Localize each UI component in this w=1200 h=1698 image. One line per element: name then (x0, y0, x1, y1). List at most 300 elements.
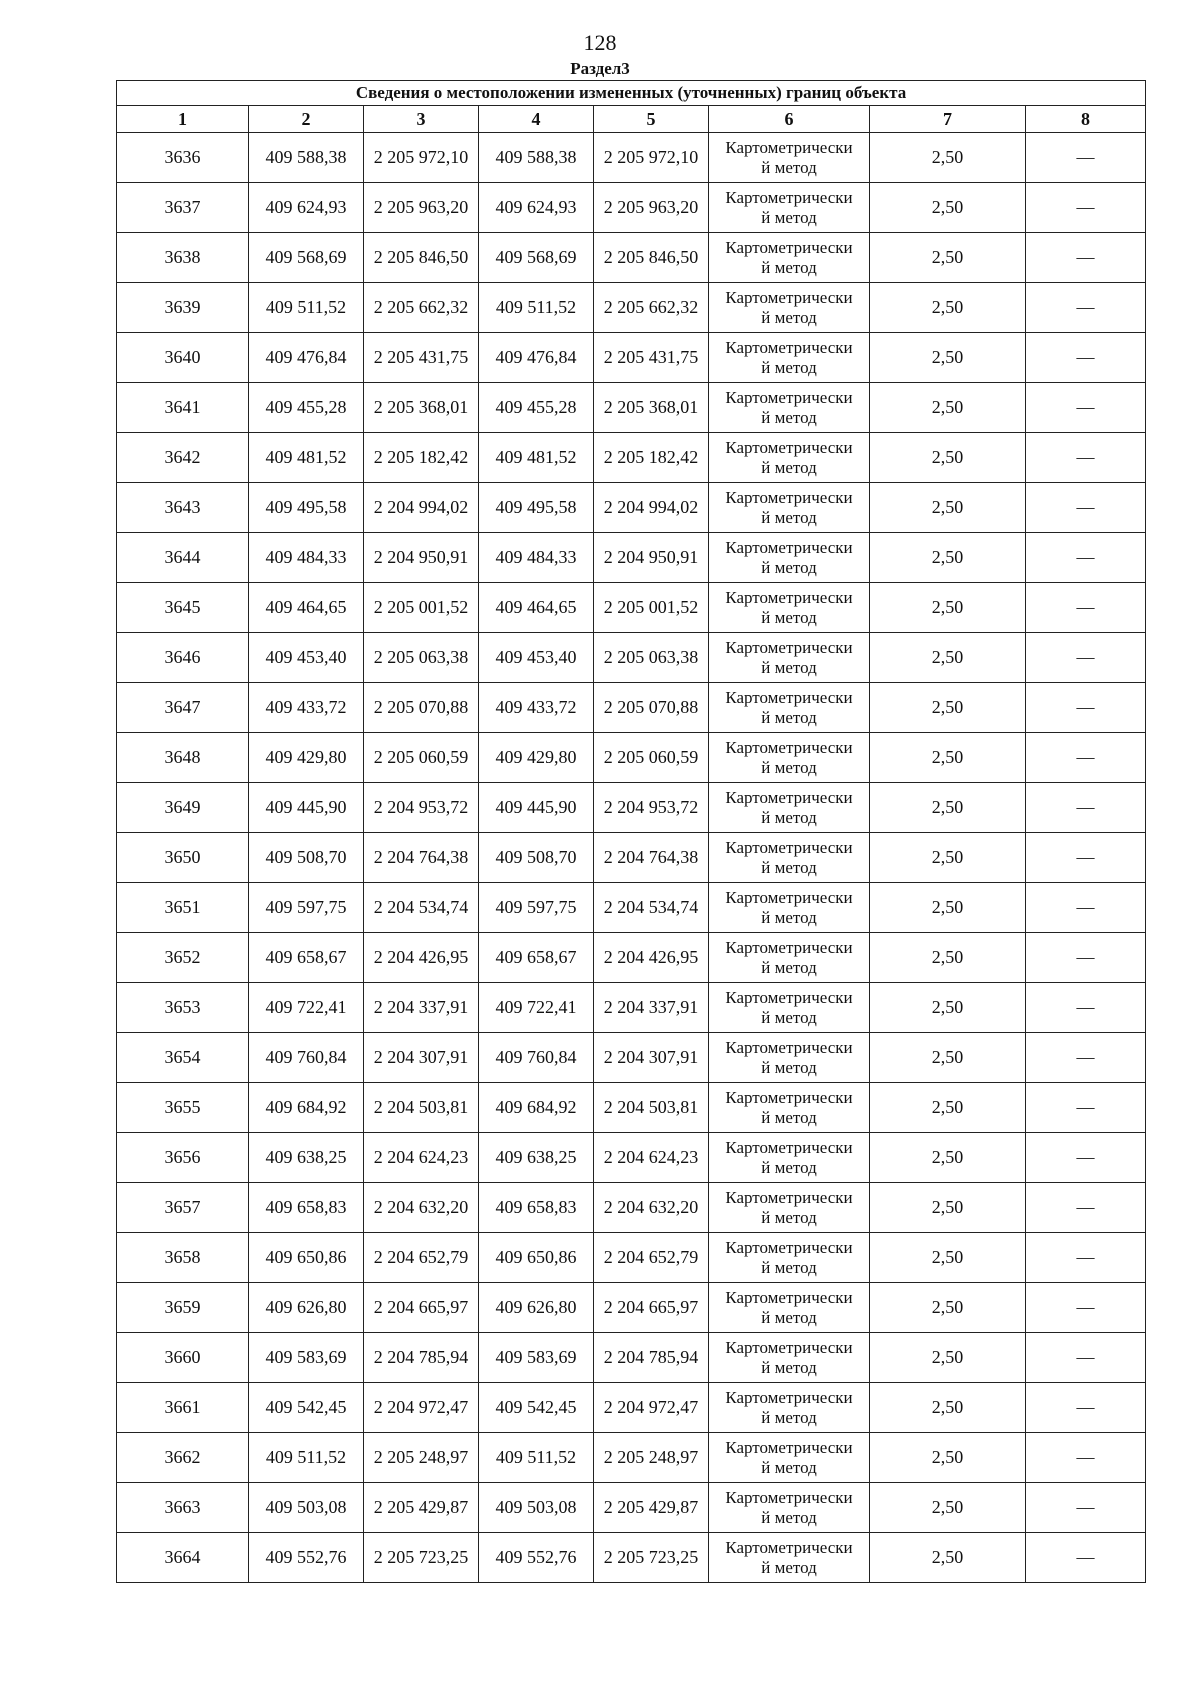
cell-x-updated: 409 650,86 (479, 1233, 594, 1283)
cell-note: — (1026, 1383, 1146, 1433)
cell-y-existing: 2 205 972,10 (364, 133, 479, 183)
cell-note: — (1026, 633, 1146, 683)
cell-note: — (1026, 1333, 1146, 1383)
cell-accuracy: 2,50 (870, 1233, 1026, 1283)
table-row (117, 1233, 1146, 1283)
cell-x-updated: 409 503,08 (479, 1483, 594, 1533)
method-text-line: й метод (761, 1357, 817, 1377)
cell-y-existing: 2 204 426,95 (364, 933, 479, 983)
cell-y-existing: 2 204 337,91 (364, 983, 479, 1033)
cell-y-existing: 2 204 972,47 (364, 1383, 479, 1433)
cell-point-number: 3657 (117, 1183, 249, 1233)
method-text-line: й метод (761, 407, 817, 427)
cell-point-number: 3653 (117, 983, 249, 1033)
cell-accuracy: 2,50 (870, 883, 1026, 933)
cell-method (709, 233, 870, 283)
cell-accuracy: 2,50 (870, 1483, 1026, 1533)
method-text-line: Картометрически (725, 1337, 853, 1357)
cell-y-updated: 2 204 503,81 (594, 1083, 709, 1133)
method-text-line: й метод (761, 1207, 817, 1227)
cell-point-number: 3641 (117, 383, 249, 433)
cell-y-existing: 2 204 307,91 (364, 1033, 479, 1083)
method-text-line: й метод (761, 907, 817, 927)
cell-method (709, 1083, 870, 1133)
section-title: Раздел3 (570, 59, 630, 78)
cell-accuracy: 2,50 (870, 483, 1026, 533)
cell-y-existing: 2 204 953,72 (364, 783, 479, 833)
cell-note: — (1026, 1483, 1146, 1533)
cell-y-existing: 2 204 534,74 (364, 883, 479, 933)
table-row (117, 433, 1146, 483)
cell-point-number: 3636 (117, 133, 249, 183)
cell-y-existing: 2 205 182,42 (364, 433, 479, 483)
cell-x-updated: 409 429,80 (479, 733, 594, 783)
cell-note: — (1026, 1533, 1146, 1583)
cell-x-existing: 409 511,52 (249, 1433, 364, 1483)
cell-y-existing: 2 204 503,81 (364, 1083, 479, 1133)
cell-y-updated: 2 205 963,20 (594, 183, 709, 233)
cell-x-updated: 409 624,93 (479, 183, 594, 233)
cell-x-updated: 409 453,40 (479, 633, 594, 683)
column-header: 8 (1026, 106, 1146, 133)
method-text-line: Картометрически (725, 237, 853, 257)
cell-y-existing: 2 205 001,52 (364, 583, 479, 633)
cell-method (709, 1183, 870, 1233)
cell-method (709, 383, 870, 433)
cell-accuracy: 2,50 (870, 183, 1026, 233)
cell-point-number: 3649 (117, 783, 249, 833)
cell-x-updated: 409 568,69 (479, 233, 594, 283)
method-text-line: й метод (761, 707, 817, 727)
cell-accuracy: 2,50 (870, 983, 1026, 1033)
cell-accuracy: 2,50 (870, 733, 1026, 783)
method-text-line: Картометрически (725, 1187, 853, 1207)
cell-note: — (1026, 483, 1146, 533)
cell-accuracy: 2,50 (870, 1083, 1026, 1133)
cell-x-updated: 409 542,45 (479, 1383, 594, 1433)
cell-y-updated: 2 205 368,01 (594, 383, 709, 433)
cell-y-updated: 2 204 307,91 (594, 1033, 709, 1083)
cell-x-existing: 409 433,72 (249, 683, 364, 733)
cell-x-updated: 409 626,80 (479, 1283, 594, 1333)
cell-x-existing: 409 429,80 (249, 733, 364, 783)
cell-point-number: 3664 (117, 1533, 249, 1583)
cell-x-existing: 409 626,80 (249, 1283, 364, 1333)
method-text-line: Картометрически (725, 937, 853, 957)
cell-x-existing: 409 597,75 (249, 883, 364, 933)
cell-method (709, 633, 870, 683)
cell-y-updated: 2 204 624,23 (594, 1133, 709, 1183)
method-text-line: й метод (761, 1507, 817, 1527)
cell-note: — (1026, 233, 1146, 283)
cell-note: — (1026, 933, 1146, 983)
cell-note: — (1026, 833, 1146, 883)
cell-method (709, 533, 870, 583)
method-text-line: й метод (761, 457, 817, 477)
cell-note: — (1026, 383, 1146, 433)
table-row (117, 1433, 1146, 1483)
cell-note: — (1026, 133, 1146, 183)
cell-x-existing: 409 511,52 (249, 283, 364, 333)
cell-point-number: 3662 (117, 1433, 249, 1483)
method-text-line: Картометрически (725, 1437, 853, 1457)
method-text-line: Картометрически (725, 837, 853, 857)
table-row (117, 333, 1146, 383)
cell-x-existing: 409 760,84 (249, 1033, 364, 1083)
method-text-line: Картометрически (725, 1137, 853, 1157)
cell-y-existing: 2 205 846,50 (364, 233, 479, 283)
cell-y-updated: 2 204 632,20 (594, 1183, 709, 1233)
cell-x-updated: 409 508,70 (479, 833, 594, 883)
method-text-line: Картометрически (725, 787, 853, 807)
cell-y-updated: 2 205 070,88 (594, 683, 709, 733)
cell-accuracy: 2,50 (870, 433, 1026, 483)
cell-x-existing: 409 568,69 (249, 233, 364, 283)
cell-method (709, 433, 870, 483)
cell-y-updated: 2 204 950,91 (594, 533, 709, 583)
method-text-line: й метод (761, 1257, 817, 1277)
cell-x-existing: 409 481,52 (249, 433, 364, 483)
cell-accuracy: 2,50 (870, 633, 1026, 683)
cell-method (709, 833, 870, 883)
cell-x-existing: 409 658,83 (249, 1183, 364, 1233)
cell-point-number: 3638 (117, 233, 249, 283)
cell-method (709, 983, 870, 1033)
table-header-row (117, 106, 1146, 133)
cell-y-existing: 2 204 994,02 (364, 483, 479, 533)
cell-accuracy: 2,50 (870, 683, 1026, 733)
method-text-line: й метод (761, 757, 817, 777)
cell-x-updated: 409 511,52 (479, 1433, 594, 1483)
table-row (117, 133, 1146, 183)
cell-y-updated: 2 204 764,38 (594, 833, 709, 883)
method-text-line: й метод (761, 207, 817, 227)
cell-point-number: 3660 (117, 1333, 249, 1383)
method-text-line: Картометрически (725, 1237, 853, 1257)
method-text-line: й метод (761, 857, 817, 877)
cell-x-existing: 409 455,28 (249, 383, 364, 433)
cell-x-existing: 409 684,92 (249, 1083, 364, 1133)
cell-y-updated: 2 204 785,94 (594, 1333, 709, 1383)
cell-point-number: 3656 (117, 1133, 249, 1183)
method-text-line: Картометрически (725, 187, 853, 207)
cell-note: — (1026, 1133, 1146, 1183)
method-text-line: й метод (761, 357, 817, 377)
cell-y-existing: 2 204 632,20 (364, 1183, 479, 1233)
cell-method (709, 333, 870, 383)
cell-point-number: 3654 (117, 1033, 249, 1083)
cell-y-existing: 2 205 368,01 (364, 383, 479, 433)
column-header: 7 (870, 106, 1026, 133)
cell-x-updated: 409 476,84 (479, 333, 594, 383)
cell-x-updated: 409 464,65 (479, 583, 594, 633)
cell-accuracy: 2,50 (870, 783, 1026, 833)
cell-y-existing: 2 205 431,75 (364, 333, 479, 383)
column-header: 2 (249, 106, 364, 133)
table-row (117, 1183, 1146, 1233)
cell-y-updated: 2 205 972,10 (594, 133, 709, 183)
column-header: 1 (117, 106, 249, 133)
cell-y-existing: 2 204 652,79 (364, 1233, 479, 1283)
cell-x-updated: 409 588,38 (479, 133, 594, 183)
method-text-line: й метод (761, 807, 817, 827)
method-text-line: й метод (761, 507, 817, 527)
table-row (117, 933, 1146, 983)
cell-x-updated: 409 511,52 (479, 283, 594, 333)
cell-y-updated: 2 204 652,79 (594, 1233, 709, 1283)
method-text-line: й метод (761, 1057, 817, 1077)
method-text-line: Картометрически (725, 637, 853, 657)
table-row (117, 483, 1146, 533)
method-text-line: й метод (761, 1007, 817, 1027)
cell-y-existing: 2 205 060,59 (364, 733, 479, 783)
cell-point-number: 3655 (117, 1083, 249, 1133)
cell-point-number: 3639 (117, 283, 249, 333)
cell-point-number: 3651 (117, 883, 249, 933)
cell-y-existing: 2 205 662,32 (364, 283, 479, 333)
page-number: 128 (583, 30, 617, 55)
table-body (117, 133, 1146, 1583)
cell-x-existing: 409 588,38 (249, 133, 364, 183)
cell-accuracy: 2,50 (870, 583, 1026, 633)
cell-x-updated: 409 760,84 (479, 1033, 594, 1083)
table-row (117, 883, 1146, 933)
cell-accuracy: 2,50 (870, 333, 1026, 383)
cell-method (709, 683, 870, 733)
cell-x-existing: 409 445,90 (249, 783, 364, 833)
method-text-line: Картометрически (725, 387, 853, 407)
method-text-line: Картометрически (725, 1387, 853, 1407)
cell-x-updated: 409 658,67 (479, 933, 594, 983)
cell-y-updated: 2 205 063,38 (594, 633, 709, 683)
cell-method (709, 1283, 870, 1333)
table-row (117, 733, 1146, 783)
cell-x-updated: 409 445,90 (479, 783, 594, 833)
cell-y-existing: 2 205 963,20 (364, 183, 479, 233)
cell-method (709, 1333, 870, 1383)
cell-note: — (1026, 1033, 1146, 1083)
method-text-line: Картометрически (725, 887, 853, 907)
cell-y-existing: 2 205 429,87 (364, 1483, 479, 1533)
method-text-line: Картометрически (725, 1487, 853, 1507)
cell-x-existing: 409 508,70 (249, 833, 364, 883)
cell-point-number: 3663 (117, 1483, 249, 1533)
cell-accuracy: 2,50 (870, 1033, 1026, 1083)
cell-method (709, 133, 870, 183)
cell-x-existing: 409 552,76 (249, 1533, 364, 1583)
cell-y-updated: 2 205 846,50 (594, 233, 709, 283)
cell-method (709, 1533, 870, 1583)
method-text-line: й метод (761, 657, 817, 677)
coordinates-table (116, 80, 1146, 1583)
table-row (117, 833, 1146, 883)
cell-point-number: 3644 (117, 533, 249, 583)
cell-method (709, 883, 870, 933)
table-caption: Сведения о местоположении измененных (уточненных) границ объекта (117, 81, 1146, 106)
cell-note: — (1026, 283, 1146, 333)
cell-y-updated: 2 205 182,42 (594, 433, 709, 483)
cell-accuracy: 2,50 (870, 533, 1026, 583)
method-text-line: й метод (761, 1557, 817, 1577)
cell-x-existing: 409 583,69 (249, 1333, 364, 1383)
cell-accuracy: 2,50 (870, 1133, 1026, 1183)
cell-accuracy: 2,50 (870, 1433, 1026, 1483)
cell-method (709, 183, 870, 233)
table-row (117, 1133, 1146, 1183)
method-text-line: Картометрически (725, 1037, 853, 1057)
cell-x-existing: 409 658,67 (249, 933, 364, 983)
cell-note: — (1026, 1283, 1146, 1333)
method-text-line: Картометрически (725, 1087, 853, 1107)
cell-point-number: 3642 (117, 433, 249, 483)
cell-x-updated: 409 481,52 (479, 433, 594, 483)
cell-y-updated: 2 204 337,91 (594, 983, 709, 1033)
method-text-line: й метод (761, 157, 817, 177)
cell-accuracy: 2,50 (870, 133, 1026, 183)
cell-y-updated: 2 204 972,47 (594, 1383, 709, 1433)
table-row (117, 533, 1146, 583)
cell-method (709, 1233, 870, 1283)
cell-y-updated: 2 204 994,02 (594, 483, 709, 533)
cell-y-updated: 2 205 248,97 (594, 1433, 709, 1483)
cell-point-number: 3658 (117, 1233, 249, 1283)
cell-y-updated: 2 205 060,59 (594, 733, 709, 783)
cell-y-updated: 2 205 723,25 (594, 1533, 709, 1583)
cell-x-existing: 409 476,84 (249, 333, 364, 383)
cell-note: — (1026, 1083, 1146, 1133)
cell-point-number: 3643 (117, 483, 249, 533)
table-row (117, 1533, 1146, 1583)
cell-accuracy: 2,50 (870, 1533, 1026, 1583)
cell-x-updated: 409 658,83 (479, 1183, 594, 1233)
cell-note: — (1026, 1433, 1146, 1483)
cell-x-updated: 409 583,69 (479, 1333, 594, 1383)
cell-note: — (1026, 533, 1146, 583)
column-header: 5 (594, 106, 709, 133)
table-row (117, 1383, 1146, 1433)
cell-y-updated: 2 204 534,74 (594, 883, 709, 933)
cell-accuracy: 2,50 (870, 933, 1026, 983)
cell-y-existing: 2 204 665,97 (364, 1283, 479, 1333)
cell-accuracy: 2,50 (870, 1183, 1026, 1233)
cell-y-existing: 2 205 070,88 (364, 683, 479, 733)
table-row (117, 1033, 1146, 1083)
cell-point-number: 3647 (117, 683, 249, 733)
table-row (117, 1483, 1146, 1533)
cell-point-number: 3648 (117, 733, 249, 783)
column-header: 3 (364, 106, 479, 133)
table-row (117, 1083, 1146, 1133)
table-row (117, 183, 1146, 233)
cell-point-number: 3640 (117, 333, 249, 383)
cell-y-updated: 2 205 662,32 (594, 283, 709, 333)
cell-x-updated: 409 638,25 (479, 1133, 594, 1183)
cell-x-updated: 409 684,92 (479, 1083, 594, 1133)
cell-method (709, 583, 870, 633)
table-row (117, 633, 1146, 683)
cell-accuracy: 2,50 (870, 1383, 1026, 1433)
cell-method (709, 483, 870, 533)
cell-x-updated: 409 484,33 (479, 533, 594, 583)
method-text-line: Картометрически (725, 737, 853, 757)
cell-x-updated: 409 433,72 (479, 683, 594, 733)
cell-method (709, 1383, 870, 1433)
table-row (117, 383, 1146, 433)
cell-y-updated: 2 205 001,52 (594, 583, 709, 633)
method-text-line: й метод (761, 557, 817, 577)
cell-point-number: 3652 (117, 933, 249, 983)
cell-method (709, 933, 870, 983)
cell-y-existing: 2 204 764,38 (364, 833, 479, 883)
table-row (117, 683, 1146, 733)
table-row (117, 583, 1146, 633)
method-text-line: й метод (761, 1457, 817, 1477)
cell-accuracy: 2,50 (870, 833, 1026, 883)
cell-note: — (1026, 683, 1146, 733)
cell-y-existing: 2 204 624,23 (364, 1133, 479, 1183)
method-text-line: й метод (761, 1307, 817, 1327)
cell-method (709, 1033, 870, 1083)
cell-method (709, 733, 870, 783)
cell-accuracy: 2,50 (870, 1283, 1026, 1333)
cell-x-existing: 409 464,65 (249, 583, 364, 633)
cell-point-number: 3646 (117, 633, 249, 683)
cell-x-existing: 409 722,41 (249, 983, 364, 1033)
table-row (117, 1283, 1146, 1333)
method-text-line: Картометрически (725, 487, 853, 507)
cell-note: — (1026, 733, 1146, 783)
method-text-line: Картометрически (725, 537, 853, 557)
cell-point-number: 3645 (117, 583, 249, 633)
cell-point-number: 3650 (117, 833, 249, 883)
cell-x-updated: 409 722,41 (479, 983, 594, 1033)
method-text-line: Картометрически (725, 987, 853, 1007)
column-header: 4 (479, 106, 594, 133)
method-text-line: й метод (761, 607, 817, 627)
table-caption-row (117, 81, 1146, 106)
cell-accuracy: 2,50 (870, 283, 1026, 333)
cell-method (709, 283, 870, 333)
cell-note: — (1026, 983, 1146, 1033)
cell-note: — (1026, 583, 1146, 633)
cell-method (709, 1483, 870, 1533)
cell-accuracy: 2,50 (870, 233, 1026, 283)
cell-accuracy: 2,50 (870, 1333, 1026, 1383)
table-row (117, 983, 1146, 1033)
method-text-line: Картометрически (725, 437, 853, 457)
method-text-line: Картометрически (725, 137, 853, 157)
cell-x-existing: 409 638,25 (249, 1133, 364, 1183)
cell-y-updated: 2 204 426,95 (594, 933, 709, 983)
cell-y-updated: 2 204 665,97 (594, 1283, 709, 1333)
cell-y-existing: 2 205 063,38 (364, 633, 479, 683)
cell-x-existing: 409 650,86 (249, 1233, 364, 1283)
cell-note: — (1026, 1233, 1146, 1283)
method-text-line: й метод (761, 1157, 817, 1177)
table-row (117, 1333, 1146, 1383)
cell-y-existing: 2 204 785,94 (364, 1333, 479, 1383)
cell-x-existing: 409 484,33 (249, 533, 364, 583)
cell-x-updated: 409 495,58 (479, 483, 594, 533)
cell-x-updated: 409 597,75 (479, 883, 594, 933)
method-text-line: й метод (761, 957, 817, 977)
table-row (117, 783, 1146, 833)
cell-y-existing: 2 205 723,25 (364, 1533, 479, 1583)
method-text-line: Картометрически (725, 687, 853, 707)
cell-x-existing: 409 542,45 (249, 1383, 364, 1433)
method-text-line: й метод (761, 1407, 817, 1427)
cell-x-updated: 409 552,76 (479, 1533, 594, 1583)
